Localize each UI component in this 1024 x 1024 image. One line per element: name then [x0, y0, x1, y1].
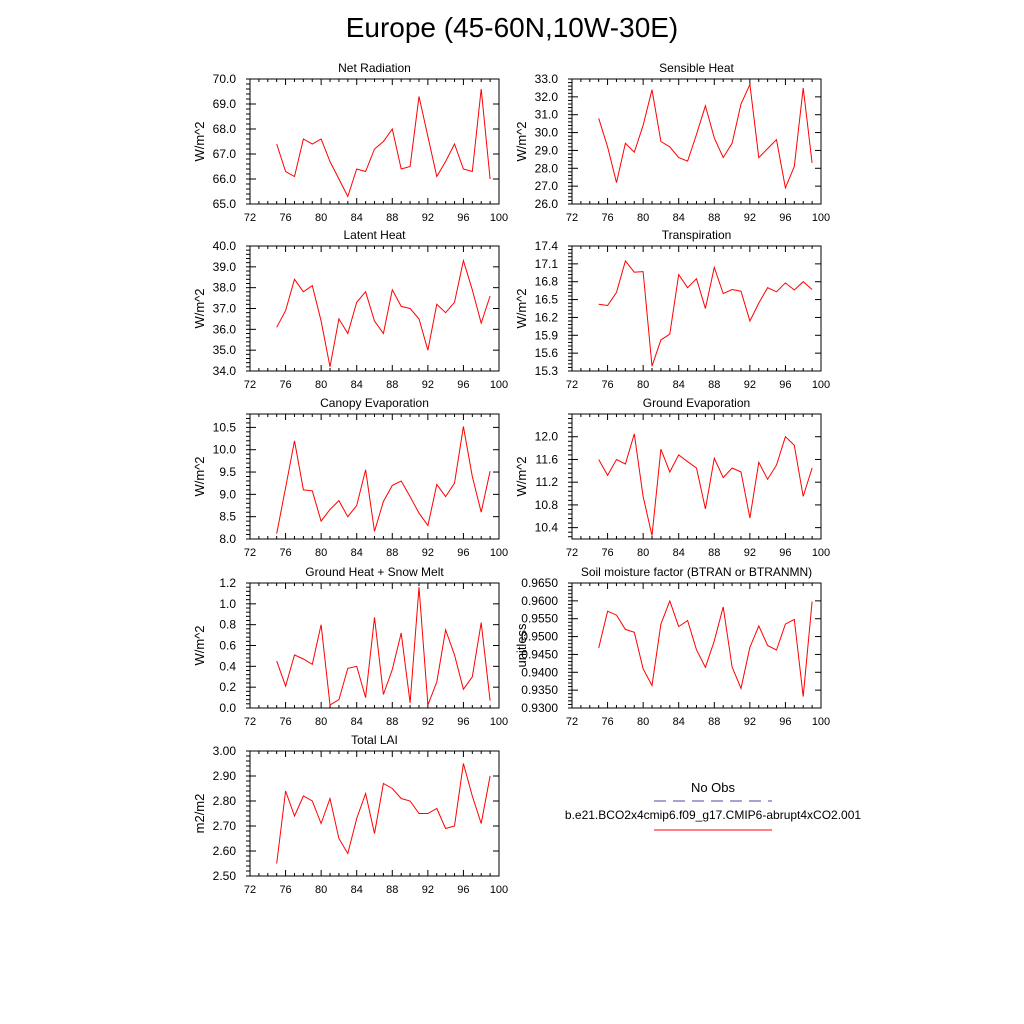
x-tick-label: 88 [708, 379, 721, 391]
plot-frame [250, 246, 499, 371]
y-tick-label: 31.0 [534, 107, 558, 122]
y-tick-label: 3.00 [212, 744, 236, 758]
y-axis-label: W/m^2 [514, 456, 529, 497]
legend-obs-label: No Obs [690, 780, 736, 795]
series-line [277, 427, 490, 534]
y-tick-label: 16.2 [534, 310, 558, 325]
series-line [277, 764, 490, 864]
panel-title: Net Radiation [338, 61, 411, 75]
y-tick-label: 2.80 [212, 794, 236, 808]
x-tick-label: 92 [743, 716, 756, 728]
x-tick-label: 92 [421, 716, 434, 728]
y-tick-label: 0.9650 [521, 576, 558, 590]
x-tick-label: 72 [565, 212, 579, 224]
page-title: Europe (45-60N,10W-30E) [345, 12, 679, 43]
y-tick-label: 11.2 [535, 475, 558, 490]
x-tick-label: 72 [565, 716, 579, 728]
y-tick-label: 16.5 [534, 292, 558, 307]
x-tick-label: 84 [350, 716, 363, 728]
y-tick-label: 28.0 [534, 161, 558, 176]
y-axis-label: W/m^2 [192, 456, 207, 497]
y-tick-label: 33.0 [534, 72, 558, 86]
y-tick-label: 37.0 [212, 301, 236, 316]
y-tick-label: 26.0 [534, 197, 558, 211]
x-tick-label: 84 [350, 884, 363, 896]
series-line [277, 261, 490, 367]
y-axis-label: W/m^2 [514, 121, 529, 162]
chart-panel [192, 565, 508, 728]
y-tick-label: 27.0 [534, 179, 558, 194]
y-tick-label: 8.5 [219, 509, 236, 524]
y-tick-label: 0.9350 [521, 683, 558, 698]
y-tick-label: 40.0 [212, 239, 236, 253]
panel-title: Transpiration [661, 228, 732, 242]
y-tick-label: 0.6 [219, 638, 236, 653]
x-tick-label: 72 [565, 547, 579, 559]
x-tick-label: 84 [672, 547, 685, 559]
x-tick-label: 84 [350, 379, 363, 391]
y-tick-label: 69.0 [212, 97, 236, 111]
legend [565, 780, 861, 830]
series-line [599, 261, 812, 366]
x-tick-label: 88 [386, 379, 399, 391]
x-tick-label: 96 [457, 212, 470, 224]
x-tick-label: 100 [811, 547, 831, 559]
x-tick-label: 72 [243, 379, 257, 391]
x-tick-label: 72 [243, 547, 257, 559]
x-tick-label: 76 [601, 379, 614, 391]
plot-frame [572, 246, 821, 371]
x-tick-label: 80 [315, 716, 328, 728]
x-tick-label: 96 [457, 716, 470, 728]
x-tick-label: 80 [315, 212, 328, 224]
y-tick-label: 32.0 [534, 89, 558, 104]
y-tick-label: 68.0 [212, 122, 236, 136]
x-tick-label: 96 [779, 379, 792, 391]
y-axis-label: W/m^2 [192, 121, 207, 162]
chart-panel [192, 733, 508, 896]
y-tick-label: 65.0 [212, 197, 236, 211]
x-tick-label: 80 [637, 547, 650, 559]
y-tick-label: 17.1 [534, 256, 558, 271]
x-tick-label: 100 [811, 716, 831, 728]
y-tick-label: 67.0 [212, 147, 236, 161]
y-tick-label: 11.6 [535, 452, 558, 467]
x-tick-label: 88 [386, 547, 399, 559]
x-tick-label: 84 [672, 716, 685, 728]
y-tick-label: 16.8 [534, 274, 558, 289]
y-tick-label: 39.0 [212, 259, 236, 274]
x-tick-label: 72 [243, 212, 257, 224]
x-tick-label: 88 [708, 547, 721, 559]
x-tick-label: 92 [743, 379, 756, 391]
y-axis-label: W/m^2 [192, 288, 207, 329]
chart-panel [192, 61, 508, 224]
chart-panel [514, 565, 830, 728]
y-axis-label: m2/m2 [192, 793, 207, 834]
y-tick-label: 10.0 [212, 442, 236, 457]
y-tick-label: 2.60 [212, 844, 236, 858]
plot-frame [572, 583, 821, 708]
chart-panel [514, 61, 830, 224]
series-line [599, 601, 812, 697]
y-tick-label: 10.4 [534, 520, 558, 535]
x-tick-label: 100 [489, 547, 509, 559]
y-tick-label: 0.2 [219, 680, 236, 695]
y-tick-label: 38.0 [212, 280, 236, 295]
y-tick-label: 9.5 [219, 465, 236, 480]
series-line [599, 434, 812, 536]
x-tick-label: 88 [708, 716, 721, 728]
x-tick-label: 92 [743, 212, 756, 224]
y-tick-label: 17.4 [534, 239, 558, 253]
x-tick-label: 80 [637, 212, 650, 224]
x-tick-label: 96 [779, 716, 792, 728]
panel-title: Ground Heat + Snow Melt [305, 565, 444, 579]
x-tick-label: 84 [350, 547, 363, 559]
plot-frame [250, 583, 499, 708]
y-tick-label: 30.0 [534, 125, 558, 140]
y-tick-label: 2.90 [212, 769, 236, 783]
x-tick-label: 92 [743, 547, 756, 559]
plot-frame [572, 414, 821, 539]
x-tick-label: 84 [672, 212, 685, 224]
x-tick-label: 100 [811, 379, 831, 391]
x-tick-label: 92 [421, 379, 434, 391]
y-tick-label: 34.0 [212, 364, 236, 378]
x-tick-label: 76 [601, 716, 614, 728]
chart-panel [514, 228, 830, 391]
x-tick-label: 76 [279, 212, 292, 224]
y-tick-label: 36.0 [212, 322, 236, 337]
y-tick-label: 2.50 [212, 869, 236, 883]
x-tick-label: 96 [779, 212, 792, 224]
x-tick-label: 80 [637, 379, 650, 391]
x-tick-label: 80 [637, 716, 650, 728]
chart-panel [192, 396, 508, 559]
x-tick-label: 80 [315, 379, 328, 391]
y-tick-label: 1.0 [219, 596, 236, 611]
y-tick-label: 9.0 [219, 487, 236, 502]
y-tick-label: 0.9400 [521, 665, 558, 680]
x-tick-label: 88 [386, 716, 399, 728]
series-line [277, 587, 490, 705]
y-tick-label: 2.70 [212, 819, 236, 833]
x-tick-label: 96 [779, 547, 792, 559]
y-axis-label: unitless [514, 623, 529, 668]
panel-title: Ground Evaporation [642, 396, 751, 410]
x-tick-label: 80 [315, 547, 328, 559]
plot-frame [572, 79, 821, 204]
y-tick-label: 0.9500 [521, 629, 558, 644]
y-tick-label: 1.2 [219, 576, 236, 590]
x-tick-label: 72 [243, 884, 257, 896]
y-tick-label: 10.5 [212, 420, 236, 435]
y-tick-label: 0.9600 [521, 593, 558, 608]
x-tick-label: 88 [386, 884, 399, 896]
series-line [599, 84, 812, 187]
y-tick-label: 0.9450 [521, 647, 558, 662]
chart-panel [192, 228, 508, 391]
x-tick-label: 92 [421, 547, 434, 559]
x-tick-label: 92 [421, 212, 434, 224]
y-axis-label: W/m^2 [192, 625, 207, 666]
chart-panel [514, 396, 830, 559]
y-tick-label: 0.0 [219, 701, 236, 715]
y-tick-label: 10.8 [534, 497, 558, 512]
series-line [277, 89, 490, 197]
x-tick-label: 100 [489, 212, 509, 224]
y-tick-label: 66.0 [212, 172, 236, 186]
y-tick-label: 15.9 [534, 328, 558, 343]
y-axis-label: W/m^2 [514, 288, 529, 329]
y-tick-label: 70.0 [212, 72, 236, 86]
plot-frame [250, 79, 499, 204]
x-tick-label: 92 [421, 884, 434, 896]
x-tick-label: 76 [279, 884, 292, 896]
plot-frame [250, 751, 499, 876]
x-tick-label: 84 [672, 379, 685, 391]
y-tick-label: 15.3 [534, 364, 558, 378]
y-tick-label: 15.6 [534, 346, 558, 361]
legend-case-label: b.e21.BCO2x4cmip6.f09_g17.CMIP6-abrupt4xCO2.001 [564, 808, 862, 822]
x-tick-label: 88 [386, 212, 399, 224]
x-tick-label: 100 [811, 212, 831, 224]
x-tick-label: 96 [457, 379, 470, 391]
y-tick-label: 35.0 [212, 343, 236, 358]
panel-title: Canopy Evaporation [320, 396, 429, 410]
x-tick-label: 72 [565, 379, 579, 391]
x-tick-label: 76 [601, 547, 614, 559]
chart-panels [192, 61, 830, 896]
x-tick-label: 100 [489, 884, 509, 896]
x-tick-label: 96 [457, 884, 470, 896]
panel-title: Total LAI [351, 733, 398, 747]
panel-title: Soil moisture factor (BTRAN or BTRANMN) [580, 565, 813, 579]
y-tick-label: 0.9300 [521, 701, 558, 715]
y-tick-label: 29.0 [534, 143, 558, 158]
y-tick-label: 8.0 [219, 532, 236, 546]
y-tick-label: 0.9550 [521, 611, 558, 626]
x-tick-label: 88 [708, 212, 721, 224]
x-tick-label: 76 [601, 212, 614, 224]
x-tick-label: 100 [489, 379, 509, 391]
x-tick-label: 72 [243, 716, 257, 728]
panel-title: Latent Heat [343, 228, 406, 242]
y-tick-label: 12.0 [534, 429, 558, 444]
x-tick-label: 84 [350, 212, 363, 224]
x-tick-label: 80 [315, 884, 328, 896]
x-tick-label: 100 [489, 716, 509, 728]
y-tick-label: 0.8 [219, 617, 236, 632]
panel-title: Sensible Heat [659, 61, 734, 75]
x-tick-label: 76 [279, 379, 292, 391]
x-tick-label: 76 [279, 547, 292, 559]
x-tick-label: 76 [279, 716, 292, 728]
x-tick-label: 96 [457, 547, 470, 559]
y-tick-label: 0.4 [219, 659, 236, 674]
